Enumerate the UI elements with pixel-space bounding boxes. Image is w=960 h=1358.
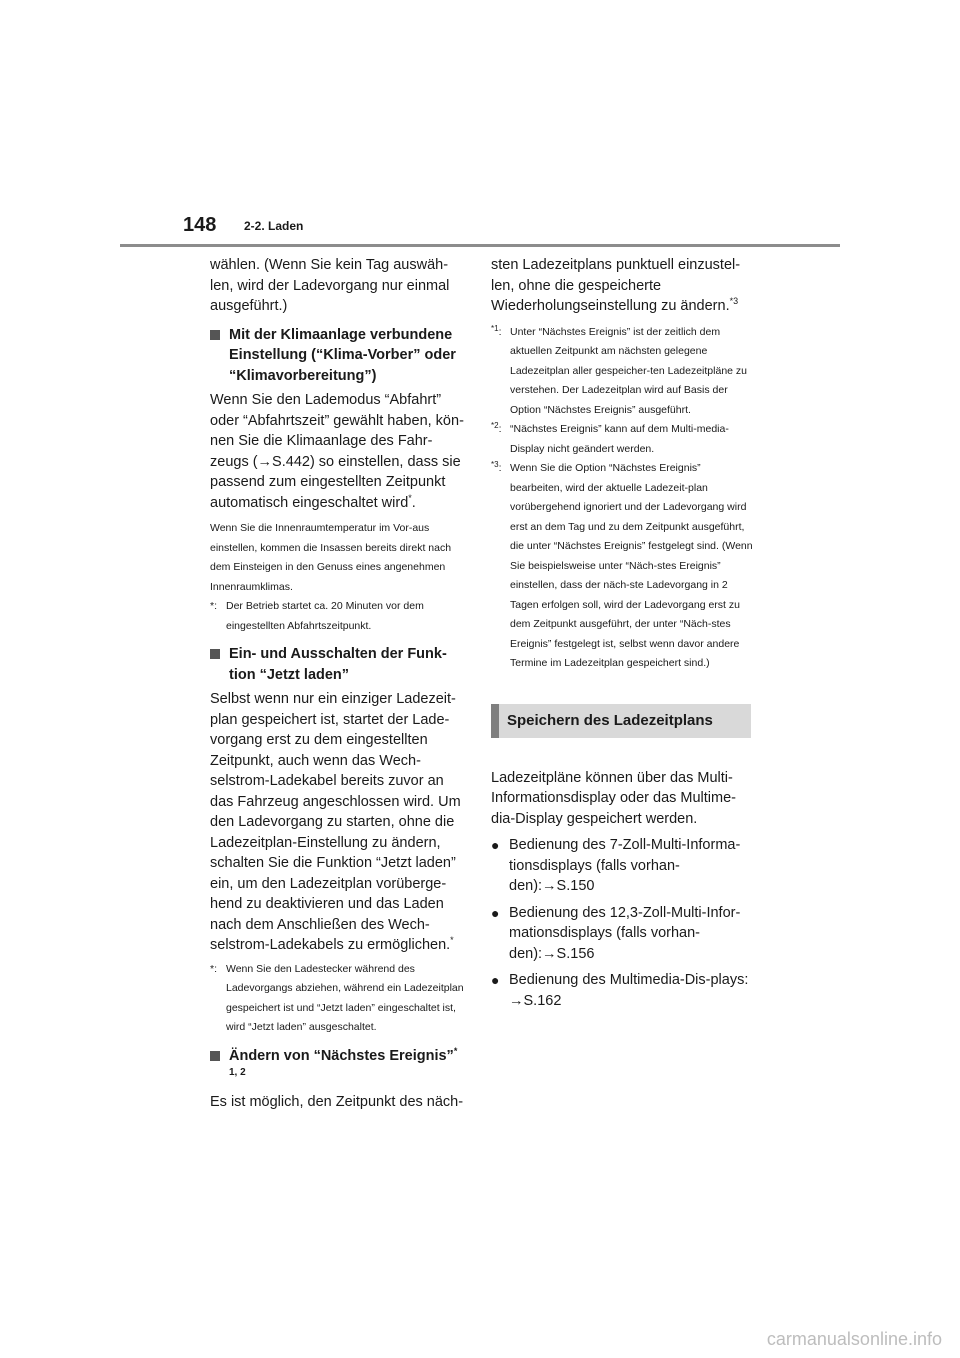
footnote-1: $^{*1}$: Unter “Nächstes Ereignis” ist der zeitlich dem aktuellen Zeitpunkt am nächsten gelegene Ladezeitplan aller gespeicher-ten Ladezeitpläne zu verstehen. Der Ladezeitplan wird auf Basis der Option “Nächstes Ereignis” ausgeführt. xyxy=(491,323,747,416)
section-heading-box: Speichern des Ladezeitplans xyxy=(491,704,751,738)
next-event-paragraph: Es ist möglich, den Zeitpunkt des näch- xyxy=(210,1094,464,1110)
bullet-dot-icon: ● xyxy=(491,904,500,921)
footnote-climate: *: Der Betrieb startet ca. 20 Minuten vor dem eingestellten Abfahrtszeitpunkt. xyxy=(210,600,424,632)
next-event-continued: sten Ladezeitplans punktuell einzustel-len, ohne die gespeicherte Wiederholungseinstellung zu ändern.$^{*3}$ xyxy=(491,257,741,314)
bullet-dot-icon: ● xyxy=(491,972,500,988)
heading-charge-now: Ein- und Ausschalten der Funk-tion “Jetzt laden” xyxy=(210,644,470,685)
square-bullet-icon xyxy=(210,1051,220,1061)
square-bullet-icon xyxy=(210,330,220,340)
page-number: 148 xyxy=(183,214,217,236)
section-title: 2-2. Laden xyxy=(244,219,304,233)
heading-climate: Mit der Klimaanlage verbundene Einstellung (“Klima-Vorber” oder “Klimavorbereitung”) xyxy=(210,325,470,387)
list-item: ● Bedienung des Multimedia-Dis-plays: →S.162 xyxy=(491,970,753,1011)
save-schedule-paragraph: Ladezeitpläne können über das Multi-Informationsdisplay oder das Multime-dia-Display gespeichert werden. xyxy=(491,769,736,827)
list-item: ● Bedienung des 7-Zoll-Multi-Informa-tionsdisplays (falls vorhan-den):→S.150 xyxy=(491,835,753,897)
climate-note: Wenn Sie die Innenraumtemperatur im Vor-aus einstellen, kommen die Insassen bereits direkt nach dem Einsteigen in den Genuss eines angenehmen Innenraumklimas. xyxy=(210,522,452,593)
list-item: ● Bedienung des 12,3-Zoll-Multi-Infor-mationsdisplays (falls vorhan-den):→S.156 xyxy=(491,903,753,965)
heading-next-event: Ändern von “Nächstes Ereignis”* xyxy=(210,1046,470,1067)
climate-paragraph: Wenn Sie den Lademodus “Abfahrt” oder “Abfahrtszeit” gewählt haben, kön-nen Sie die Klimaanlage des Fahr-zeugs (→S.442) so einstellen, dass sie passend zum eingestellten Zeitpunkt automatisch eingeschaltet wird*. xyxy=(210,392,464,511)
header-divider xyxy=(120,244,840,247)
intro-paragraph: wählen. (Wenn Sie kein Tag auswäh-len, wird der Ladevorgang nur einmal ausgeführt.) xyxy=(210,257,450,314)
watermark: carmanualsonline.info xyxy=(766,1329,942,1349)
footnote-3: $^{*3}$: Wenn Sie die Option “Nächstes Ereignis” bearbeiten, wird der aktuelle Ladezeit-plan vorübergehend ignoriert und der Ladevorgang wird erst an dem Tag und zu dem Zeitpunkt ausgeführt, die unter “Nächstes Ereignis” festgelegt sind. (Wenn Sie beispielsweise unter “Näch-stes Ereignis” einstellen, dass der näch-ste Ladevorgang in 2 Tagen erfolgen soll, wird der Ladevorgang erst zu dem Zeitpunkt ausgeführt, der unter “Näch-stes Ereignis” festgelegt ist, selbst wenn davor andere Termine im Ladezeitplan gespeichert sind.) xyxy=(491,460,753,669)
footnote-charge-now: *: Wenn Sie den Ladestecker während des Ladevorgangs abziehen, während ein Ladezeitplan gespeichert ist und “Jetzt laden” eingeschaltet ist, wird “Jetzt laden” ausgeschaltet. xyxy=(210,962,464,1033)
bullet-dot-icon: ● xyxy=(491,837,500,853)
heading-next-event-refs: 1, 2 xyxy=(229,1067,246,1078)
square-bullet-icon xyxy=(210,649,220,659)
left-column xyxy=(210,255,470,1113)
right-column xyxy=(491,255,753,1011)
footnote-2: $^{*2}$: “Nächstes Ereignis” kann auf dem Multi-media-Display nicht geändert werden. xyxy=(491,421,729,455)
charge-now-paragraph: Selbst wenn nur ein einziger Ladezeit-plan gespeichert ist, startet der Lade-vorgang erst zu dem eingestellten Zeitpunkt, auch wenn das Wech-selstrom-Ladekabel bereits zuvor an das Fahrzeug angeschlossen wird. Um den Ladevorgang zu starten, ohne die Ladezeitplan-Einstellung zu ändern, schalten Sie die Funktion “Jetzt laden” ein, um den Ladezeitplan vorüberge-hend zu deaktivieren und das Laden nach dem Anschließen des Wech-selstrom-Ladekabels zu ermöglichen.* xyxy=(210,691,461,953)
